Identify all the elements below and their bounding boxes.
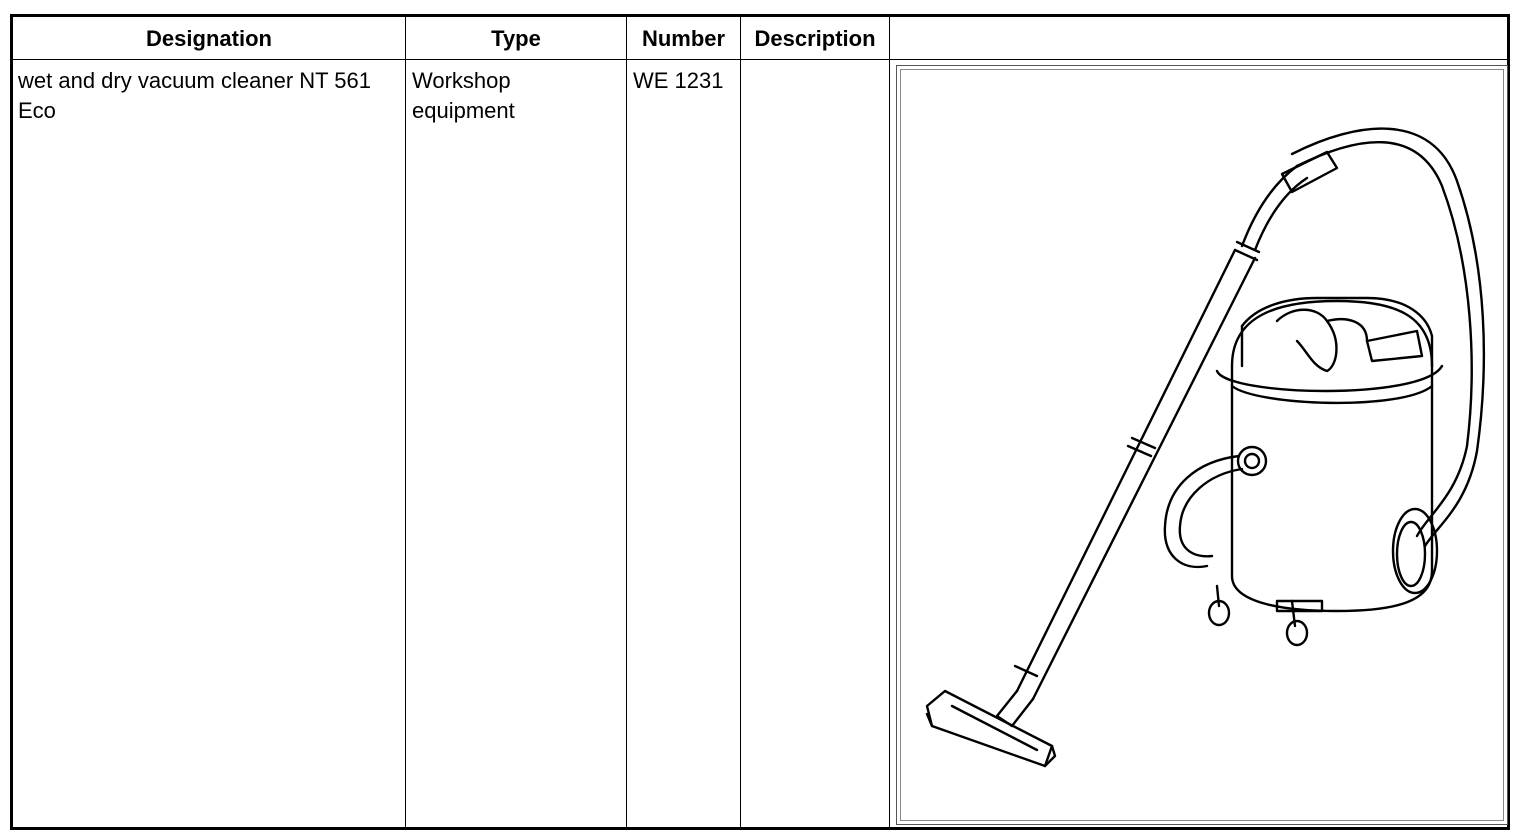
- column-divider: [626, 17, 627, 827]
- column-divider: [740, 17, 741, 827]
- header-image: [890, 17, 1507, 60]
- cell-number: WE 1231: [633, 68, 724, 93]
- column-divider: [889, 17, 890, 827]
- header-designation: Designation: [146, 25, 272, 51]
- vacuum-cleaner-icon: [897, 66, 1507, 824]
- header-type: Type: [491, 25, 541, 51]
- header-number: Number: [641, 25, 726, 51]
- equipment-table: [10, 14, 1510, 830]
- cell-type: Workshop equipment: [412, 68, 515, 123]
- header-description: Description: [754, 25, 876, 51]
- illustration-frame: [896, 65, 1508, 825]
- cell-designation: wet and dry vacuum cleaner NT 561 Eco: [18, 68, 371, 123]
- column-divider: [405, 17, 406, 827]
